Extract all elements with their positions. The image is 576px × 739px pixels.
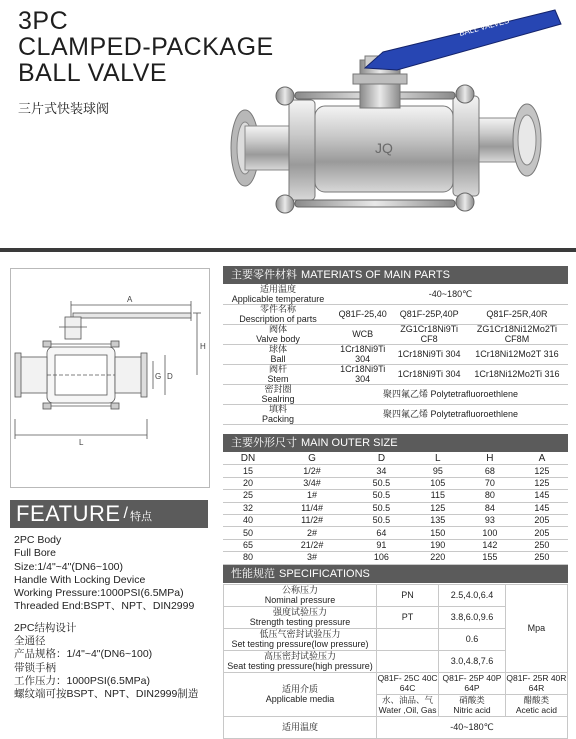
feature-line-cn: 2PC结构设计 bbox=[14, 621, 77, 634]
feature-gap bbox=[14, 614, 214, 622]
feature-line-cn: 全通径 bbox=[14, 635, 46, 648]
feature-heading-cn: 特点 bbox=[130, 511, 152, 523]
table-cell: 150 bbox=[412, 527, 464, 539]
row-label-cn: 高压密封试验压力 bbox=[263, 651, 336, 661]
specs-heading bbox=[223, 565, 568, 583]
table-cell: ZG1Cr18Ni9Ti CF8 bbox=[392, 325, 466, 345]
table-cell: -40~180℃ bbox=[377, 717, 568, 739]
table-cell: 0.6 bbox=[439, 629, 506, 651]
dimensions-heading-en: MAIN OUTER SIZE bbox=[301, 437, 398, 449]
table-row bbox=[223, 539, 568, 551]
row-label-en: Applicable temperature bbox=[231, 293, 325, 304]
table-cell: 91 bbox=[351, 539, 412, 551]
table-cell: PT bbox=[377, 607, 439, 629]
feature-list bbox=[14, 534, 214, 702]
specs-heading-en: SPECIFICATIONS bbox=[279, 568, 370, 580]
table-cell: 20 bbox=[223, 477, 273, 489]
table-cell: Q81F- 25C 40C 64C bbox=[377, 673, 438, 693]
table-cell: 125 bbox=[516, 477, 568, 489]
table-cell: 2# bbox=[273, 527, 351, 539]
top-divider bbox=[0, 248, 576, 252]
table-cell: 3.8,6.0,9.6 bbox=[439, 607, 506, 629]
row-label-cn: 密封圈 bbox=[264, 384, 292, 394]
table-cell: 142 bbox=[464, 539, 516, 551]
dimensions-table bbox=[223, 453, 568, 565]
feature-line-cn: 工作压力：1000PSI(6.5MPa) bbox=[14, 674, 150, 687]
table-cell: 1Cr18Ni9Ti 304 bbox=[392, 345, 466, 365]
feature-line: Size:1/4"~4"(DN6~100) bbox=[14, 560, 124, 573]
ball-valve-photo bbox=[215, 8, 570, 238]
table-row bbox=[223, 345, 568, 365]
table-cell: 65 bbox=[223, 539, 273, 551]
row-label-cn: 阀杆 bbox=[268, 364, 287, 374]
table-row bbox=[223, 465, 568, 477]
table-cell: 3# bbox=[273, 552, 351, 564]
table-row bbox=[223, 490, 568, 502]
media-cn: 水、油品、气 bbox=[382, 695, 434, 705]
media-cn: 醋酸类 bbox=[523, 695, 550, 705]
table-cell: 106 bbox=[351, 552, 412, 564]
table-cell: 50.5 bbox=[351, 477, 412, 489]
table-cell: 50.5 bbox=[351, 514, 412, 526]
table-cell: 1Cr18Ni12Mo2T 316 bbox=[466, 345, 568, 365]
row-label-en: Nominal pressure bbox=[264, 594, 336, 605]
table-cell: 21/2# bbox=[273, 539, 351, 551]
table-cell: 64 bbox=[351, 527, 412, 539]
table-cell: 25 bbox=[223, 490, 273, 502]
row-label-en: Seat testing pressure(high pressure) bbox=[227, 660, 373, 671]
dimensions-heading bbox=[223, 434, 568, 452]
table-cell: 3.0,4.8,7.6 bbox=[439, 651, 506, 673]
table-cell: Q81F- 25P 40P 64P bbox=[439, 673, 506, 695]
table-cell: 70 bbox=[464, 477, 516, 489]
table-cell: 1Cr18Ni9Ti 304 bbox=[392, 365, 466, 385]
table-row bbox=[223, 385, 568, 405]
dimension-drawing bbox=[10, 268, 210, 488]
table-cell: 145 bbox=[516, 502, 568, 514]
row-label-cn: 适用介质 bbox=[281, 684, 318, 694]
row-label-cn: 低压气密封试验压力 bbox=[259, 629, 341, 639]
table-row bbox=[223, 325, 568, 345]
table-row bbox=[223, 285, 568, 305]
materials-table bbox=[223, 285, 568, 425]
materials-heading-cn: 主要零件材料 bbox=[231, 269, 297, 281]
row-label-en: Ball bbox=[270, 353, 286, 364]
table-cell: 93 bbox=[464, 514, 516, 526]
feature-line: Working Pressure:1000PSI(6.5MPa) bbox=[14, 587, 184, 600]
table-row bbox=[224, 673, 568, 695]
table-cell: 2.5,4.0,6.4 bbox=[439, 585, 506, 607]
row-label-cn: 零件名称 bbox=[259, 304, 296, 314]
table-header-row bbox=[223, 453, 568, 465]
row-label-en: Packing bbox=[261, 413, 295, 424]
table-row bbox=[224, 585, 568, 607]
table-row bbox=[223, 405, 568, 425]
table-cell: 250 bbox=[516, 539, 568, 551]
table-row bbox=[223, 502, 568, 514]
table-row bbox=[223, 527, 568, 539]
column-header: A bbox=[516, 453, 568, 465]
table-cell: 34 bbox=[351, 465, 412, 477]
table-cell: 50.5 bbox=[351, 502, 412, 514]
table-cell: WCB bbox=[333, 325, 392, 345]
table-row bbox=[223, 477, 568, 489]
row-label-cn: 公称压力 bbox=[281, 585, 318, 595]
table-cell: 125 bbox=[412, 502, 464, 514]
unit-cell: Mpa bbox=[505, 585, 567, 673]
table-cell: 40 bbox=[223, 514, 273, 526]
table-cell: 50.5 bbox=[351, 490, 412, 502]
row-label-en: Applicable media bbox=[265, 693, 335, 704]
table-cell bbox=[377, 629, 439, 651]
handle-label: BALL VALVES bbox=[458, 15, 511, 38]
table-cell: PN bbox=[377, 585, 439, 607]
column-header: G bbox=[273, 453, 351, 465]
materials-heading bbox=[223, 266, 568, 284]
table-cell: 145 bbox=[516, 490, 568, 502]
table-row bbox=[223, 514, 568, 526]
table-cell: 84 bbox=[464, 502, 516, 514]
table-cell: 1# bbox=[273, 490, 351, 502]
table-cell: Q81F- 25R 40R 64R bbox=[506, 673, 567, 693]
feature-line: Threaded End:BSPT、NPT、DIN2999 bbox=[14, 600, 195, 613]
row-label-cn: 球体 bbox=[268, 344, 287, 354]
table-cell: 155 bbox=[464, 552, 516, 564]
dim-label-l: L bbox=[79, 438, 84, 447]
specs-table bbox=[223, 584, 568, 739]
table-cell: 115 bbox=[412, 490, 464, 502]
media-cn: 硝酸类 bbox=[459, 695, 485, 705]
table-row bbox=[223, 552, 568, 564]
table-cell: 220 bbox=[412, 552, 464, 564]
table-cell: 125 bbox=[516, 465, 568, 477]
feature-line: Full Bore bbox=[14, 547, 57, 560]
table-cell: 68 bbox=[464, 465, 516, 477]
valve-drawing-svg bbox=[11, 269, 209, 487]
feature-line-cn: 带锁手柄 bbox=[14, 661, 56, 674]
dim-label-h: H bbox=[200, 342, 206, 351]
feature-line: 2PC Body bbox=[14, 534, 62, 546]
feature-line: Handle With Locking Device bbox=[14, 573, 146, 586]
feature-heading bbox=[10, 500, 208, 528]
table-cell bbox=[377, 651, 439, 673]
column-header: D bbox=[351, 453, 412, 465]
dim-label-a: A bbox=[127, 295, 133, 304]
table-cell: 80 bbox=[464, 490, 516, 502]
table-cell: 190 bbox=[412, 539, 464, 551]
dim-label-g: G bbox=[155, 372, 162, 381]
table-cell: ZG1Cr18Ni12Mo2Ti CF8M bbox=[466, 325, 568, 345]
row-label-en: Set testing pressure(low pressure) bbox=[231, 638, 369, 649]
dim-label-d: D bbox=[167, 372, 173, 381]
table-cell: 250 bbox=[516, 552, 568, 564]
table-cell: 1Cr18Ni12Mo2Ti 316 bbox=[466, 365, 568, 385]
table-cell: 32 bbox=[223, 502, 273, 514]
row-label-en: Stem bbox=[267, 373, 289, 384]
title-line-2: CLAMPED-PACKAGE bbox=[18, 33, 274, 61]
table-cell: 聚四氟乙烯 Polytetrafluoroethlene bbox=[333, 385, 568, 405]
table-cell: 105 bbox=[412, 477, 464, 489]
svg-text:JQ: JQ bbox=[375, 140, 393, 156]
table-cell: Q81F-25R,40R bbox=[466, 305, 568, 325]
table-cell: 聚四氟乙烯 Polytetrafluoroethlene bbox=[333, 405, 568, 425]
row-label-en: Valve body bbox=[256, 333, 300, 344]
product-subtitle-cn: 三片式快装球阀 bbox=[18, 101, 110, 116]
row-label-cn: 填料 bbox=[268, 404, 287, 414]
row-label-en: Sealring bbox=[261, 393, 295, 404]
table-cell: 11/4# bbox=[273, 502, 351, 514]
row-label-en: Strength testing pressure bbox=[249, 616, 351, 627]
table-cell: 50 bbox=[223, 527, 273, 539]
materials-heading-en: MATERIATS OF MAIN PARTS bbox=[301, 269, 450, 281]
row-label-cn: 阀体 bbox=[268, 324, 287, 334]
table-cell: 3/4# bbox=[273, 477, 351, 489]
table-cell: 15 bbox=[223, 465, 273, 477]
table-cell: 135 bbox=[412, 514, 464, 526]
table-cell: 11/2# bbox=[273, 514, 351, 526]
table-cell: -40~180℃ bbox=[333, 285, 568, 305]
dimensions-heading-cn: 主要外形尺寸 bbox=[231, 437, 297, 449]
row-label-cn: 适用温度 bbox=[224, 717, 377, 739]
media-en: Water ,Oil, Gas bbox=[378, 704, 437, 715]
row-label-cn: 适用温度 bbox=[259, 284, 296, 294]
specs-heading-cn: 性能规范 bbox=[231, 568, 275, 580]
table-cell: 1Cr18Ni9Ti 304 bbox=[333, 345, 392, 365]
table-row bbox=[223, 305, 568, 325]
title-line-1: 3PC bbox=[18, 7, 69, 35]
feature-line-cn: 螺纹端可按BSPT、NPT、DIN2999制造 bbox=[14, 688, 199, 701]
table-cell: Q81F-25P,40P bbox=[392, 305, 466, 325]
table-cell: 95 bbox=[412, 465, 464, 477]
table-cell: 1Cr18Ni9Ti 304 bbox=[333, 365, 392, 385]
table-cell: 205 bbox=[516, 514, 568, 526]
media-en: Acetic acid bbox=[515, 704, 557, 715]
title-line-3: BALL VALVE bbox=[18, 59, 168, 87]
feature-line-cn: 产品规格：1/4"~4"(DN6~100) bbox=[14, 648, 153, 661]
feature-heading-slash: / bbox=[123, 505, 128, 522]
row-label-cn: 强度试验压力 bbox=[272, 607, 327, 617]
column-header: H bbox=[464, 453, 516, 465]
row-label-en: Description of parts bbox=[239, 313, 317, 324]
feature-heading-en: FEATURE bbox=[16, 501, 121, 526]
table-row bbox=[224, 717, 568, 739]
table-cell: 80 bbox=[223, 552, 273, 564]
media-en: Nitric acid bbox=[453, 704, 491, 715]
table-cell: 205 bbox=[516, 527, 568, 539]
column-header: DN bbox=[223, 453, 273, 465]
table-row bbox=[223, 365, 568, 385]
column-header: L bbox=[412, 453, 464, 465]
table-cell: Q81F-25,40 bbox=[333, 305, 392, 325]
table-cell: 100 bbox=[464, 527, 516, 539]
table-cell: 1/2# bbox=[273, 465, 351, 477]
